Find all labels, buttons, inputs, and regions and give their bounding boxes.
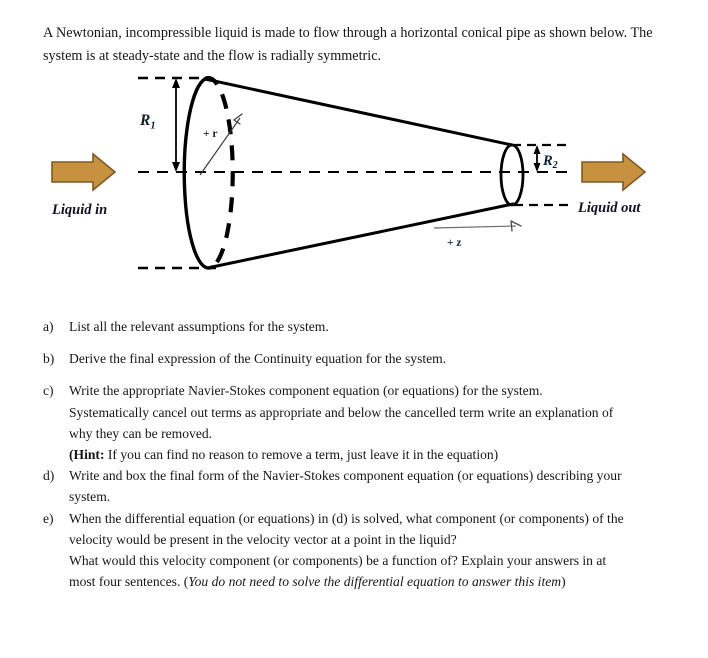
question-c-line-1: Write the appropriate Navier-Stokes component equation (or equations) for the system. [69, 383, 543, 399]
question-e-tail-italic: You do not need to solve the differential equation to answer this item [188, 574, 562, 590]
question-item-e [43, 508, 671, 593]
axial-axis-arrow-icon [434, 221, 521, 231]
inlet-face-front-arc [184, 79, 212, 268]
question-c-hint-label: (Hint: [69, 447, 105, 463]
question-d-line-2: system. [69, 489, 111, 505]
question-e-line-2: velocity would be present in the velocity vector at a point in the liquid? [69, 531, 457, 547]
question-item-b [43, 348, 671, 369]
question-list [43, 316, 671, 592]
radial-axis-arrow-icon [200, 114, 242, 175]
question-item-a [43, 316, 671, 337]
r2-dimension [534, 145, 541, 172]
cone-bottom-wall [212, 204, 513, 267]
r2-label: $R_2$ [543, 153, 558, 172]
question-c-line-2: Systematically cancel out terms as appropriate and below the cancelled term write an explanation of [69, 404, 614, 420]
question-e-tail-prefix: most four sentences. ( [69, 574, 189, 590]
r1-label: $R_1$ [140, 112, 156, 132]
r1-dimension [172, 78, 180, 172]
question-c-hint-text: If you can find no reason to remove a term, just leave it in the equation) [104, 447, 499, 463]
question-marker-e: e) [43, 510, 54, 526]
question-c-hint [69, 444, 671, 465]
axial-axis-label: + z [447, 237, 462, 249]
question-body-e [69, 508, 671, 593]
question-marker-c: c) [43, 383, 54, 399]
cone-top-wall [205, 79, 512, 145]
liquid-out-label: Liquid out [578, 200, 641, 216]
question-e-line-4 [69, 571, 671, 592]
outlet-flow-arrow-icon [582, 154, 645, 190]
question-e-line-1: When the differential equation (or equations) in (d) is solved, what component (or components) of the [69, 510, 624, 526]
inlet-flow-arrow-icon [52, 154, 115, 190]
question-e-line-3: What would this velocity component (or components) be a function of? Explain your answers in at [69, 553, 607, 569]
question-body-c [69, 380, 671, 465]
question-marker-d: d) [43, 468, 55, 484]
problem-statement-line-2: The system is at steady-state and the flow is radially symmetric. [43, 25, 653, 64]
conical-pipe-diagram [0, 62, 708, 297]
problem-statement-line-1: A Newtonian, incompressible liquid is made to flow through a horizontal conical pipe as shown below. [43, 25, 628, 41]
question-body-b [69, 348, 671, 369]
question-body-a [69, 316, 671, 337]
question-body-d [69, 465, 671, 507]
question-a-line-1: List all the relevant assumptions for the system. [69, 319, 329, 334]
question-e-tail-suffix: ) [561, 574, 566, 590]
question-item-c [43, 380, 671, 465]
question-d-line-1: Write and box the final form of the Navier-Stokes component equation (or equations) describing your [69, 468, 622, 484]
liquid-in-label: Liquid in [52, 202, 108, 218]
question-item-d [43, 465, 671, 507]
question-b-line-1: Derive the final expression of the Continuity equation for the system. [69, 351, 447, 367]
question-c-line-3: why they can be removed. [69, 425, 213, 441]
question-marker-a: a) [43, 319, 54, 334]
radial-axis-label: + r [203, 128, 218, 140]
question-marker-b: b) [43, 351, 55, 367]
outlet-face-ellipse [501, 145, 523, 205]
